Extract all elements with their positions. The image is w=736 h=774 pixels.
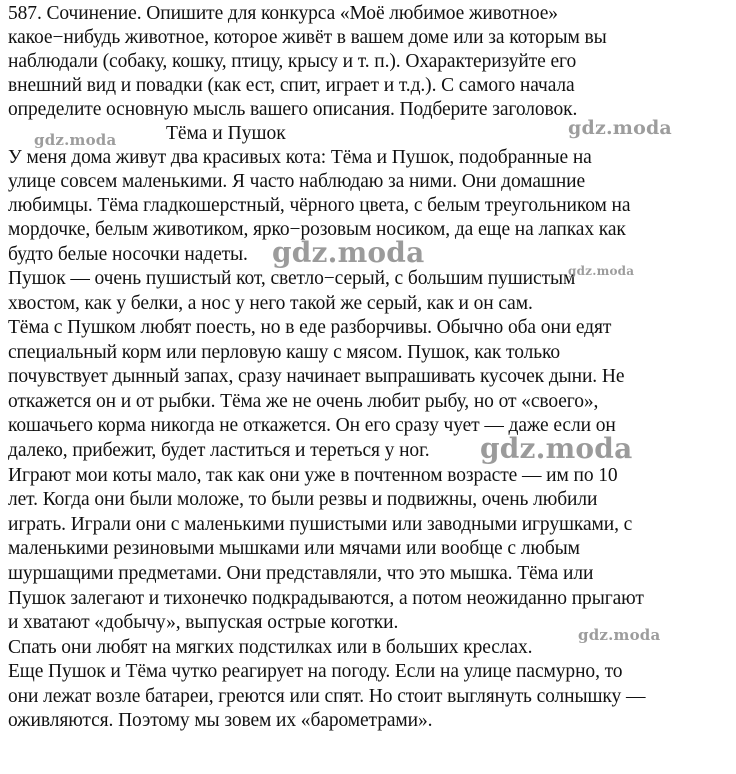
essay-line-5: будто белые носочки надеты. <box>8 244 248 265</box>
task-line-1: 587. Сочинение. Опишите для конкурса «Моё любимое животное» <box>8 3 558 24</box>
essay-line-9: специальный корм или перловую кашу с мясом. Пушок, как только <box>8 342 561 363</box>
watermark: gdz.moda <box>568 264 635 278</box>
watermark: gdz.moda <box>34 131 117 149</box>
watermark: gdz.moda <box>578 626 661 644</box>
essay-line-20: и хватают «добычу», выпуская острые коготки. <box>8 612 399 633</box>
essay-line-14: Играют мои коты мало, так как они уже в почтенном возрасте — им по 10 <box>8 465 618 486</box>
essay-line-18: шуршащими предметами. Они представляли, что это мышка. Тёма или <box>8 563 594 584</box>
essay-line-7: хвостом, как у белки, а нос у него такой же серый, как и он сам. <box>8 293 533 314</box>
watermark: gdz.moda <box>480 432 633 465</box>
watermark: gdz.moda <box>568 117 672 139</box>
essay-line-15: лет. Когда они были моложе, то были резвы и подвижны, очень любили <box>8 489 598 510</box>
essay-line-11: откажется он и от рыбки. Тёма же не очень любит рыбу, но от «своего», <box>8 391 599 412</box>
task-line-3: наблюдали (собаку, кошку, птицу, крысу и т. п.). Охарактеризуйте его <box>8 51 577 72</box>
essay-line-10: почувствует дынный запах, сразу начинает выпрашивать кусочек дыни. Не <box>8 366 625 387</box>
essay-line-12: кошачьего корма никогда не откажется. Он его сразу чует — даже если он <box>8 415 616 436</box>
essay-line-17: маленькими резиновыми мышками или мячами или вообще с любым <box>8 538 580 559</box>
task-line-4: внешний вид и повадки (как ест, спит, играет и т.д.). С самого начала <box>8 75 575 96</box>
essay-line-23: они лежат возле батареи, греются или спят. Но стоит выглянуть солнышку — <box>8 686 646 707</box>
task-line-5: определите основную мысль вашего описания. Подберите заголовок. <box>8 99 578 120</box>
essay-line-24: оживляются. Поэтому мы зовем их «барометрами». <box>8 710 433 731</box>
task-line-2: какое−нибудь животное, которое живёт в вашем доме или за которым вы <box>8 27 607 48</box>
essay-line-22: Еще Пушок и Тёма чутко реагирует на погоду. Если на улице пасмурно, то <box>8 661 623 682</box>
essay-line-3: любимцы. Тёма гладкошерстный, чёрного цвета, с белым треугольником на <box>8 195 631 216</box>
watermark: gdz.moda <box>272 236 425 269</box>
essay-line-6: Пушок — очень пушистый кот, светло−серый, с большим пушистым <box>8 268 576 289</box>
essay-line-16: играть. Играли они с маленькими пушистыми или заводными игрушками, с <box>8 514 633 535</box>
essay-line-4: мордочке, белым животиком, ярко−розовым носиком, да еще на лапках как <box>8 219 626 240</box>
essay-line-21: Спать они любят на мягких подстилках или в больших креслах. <box>8 637 533 658</box>
essay-line-2: улице совсем маленькими. Я часто наблюдаю за ними. Они домашние <box>8 171 586 192</box>
essay-title: Тёма и Пушок <box>166 123 286 144</box>
essay-line-1: У меня дома живут два красивых кота: Тёма и Пушок, подобранные на <box>8 147 592 168</box>
essay-line-8: Тёма с Пушком любят поесть, но в еде разборчивы. Обычно оба они едят <box>8 317 612 338</box>
essay-line-19: Пушок залегают и тихонечко подкрадываются, а потом неожиданно прыгают <box>8 588 644 609</box>
essay-line-13: далеко, прибежит, будет ластиться и тереться у ног. <box>8 440 430 461</box>
